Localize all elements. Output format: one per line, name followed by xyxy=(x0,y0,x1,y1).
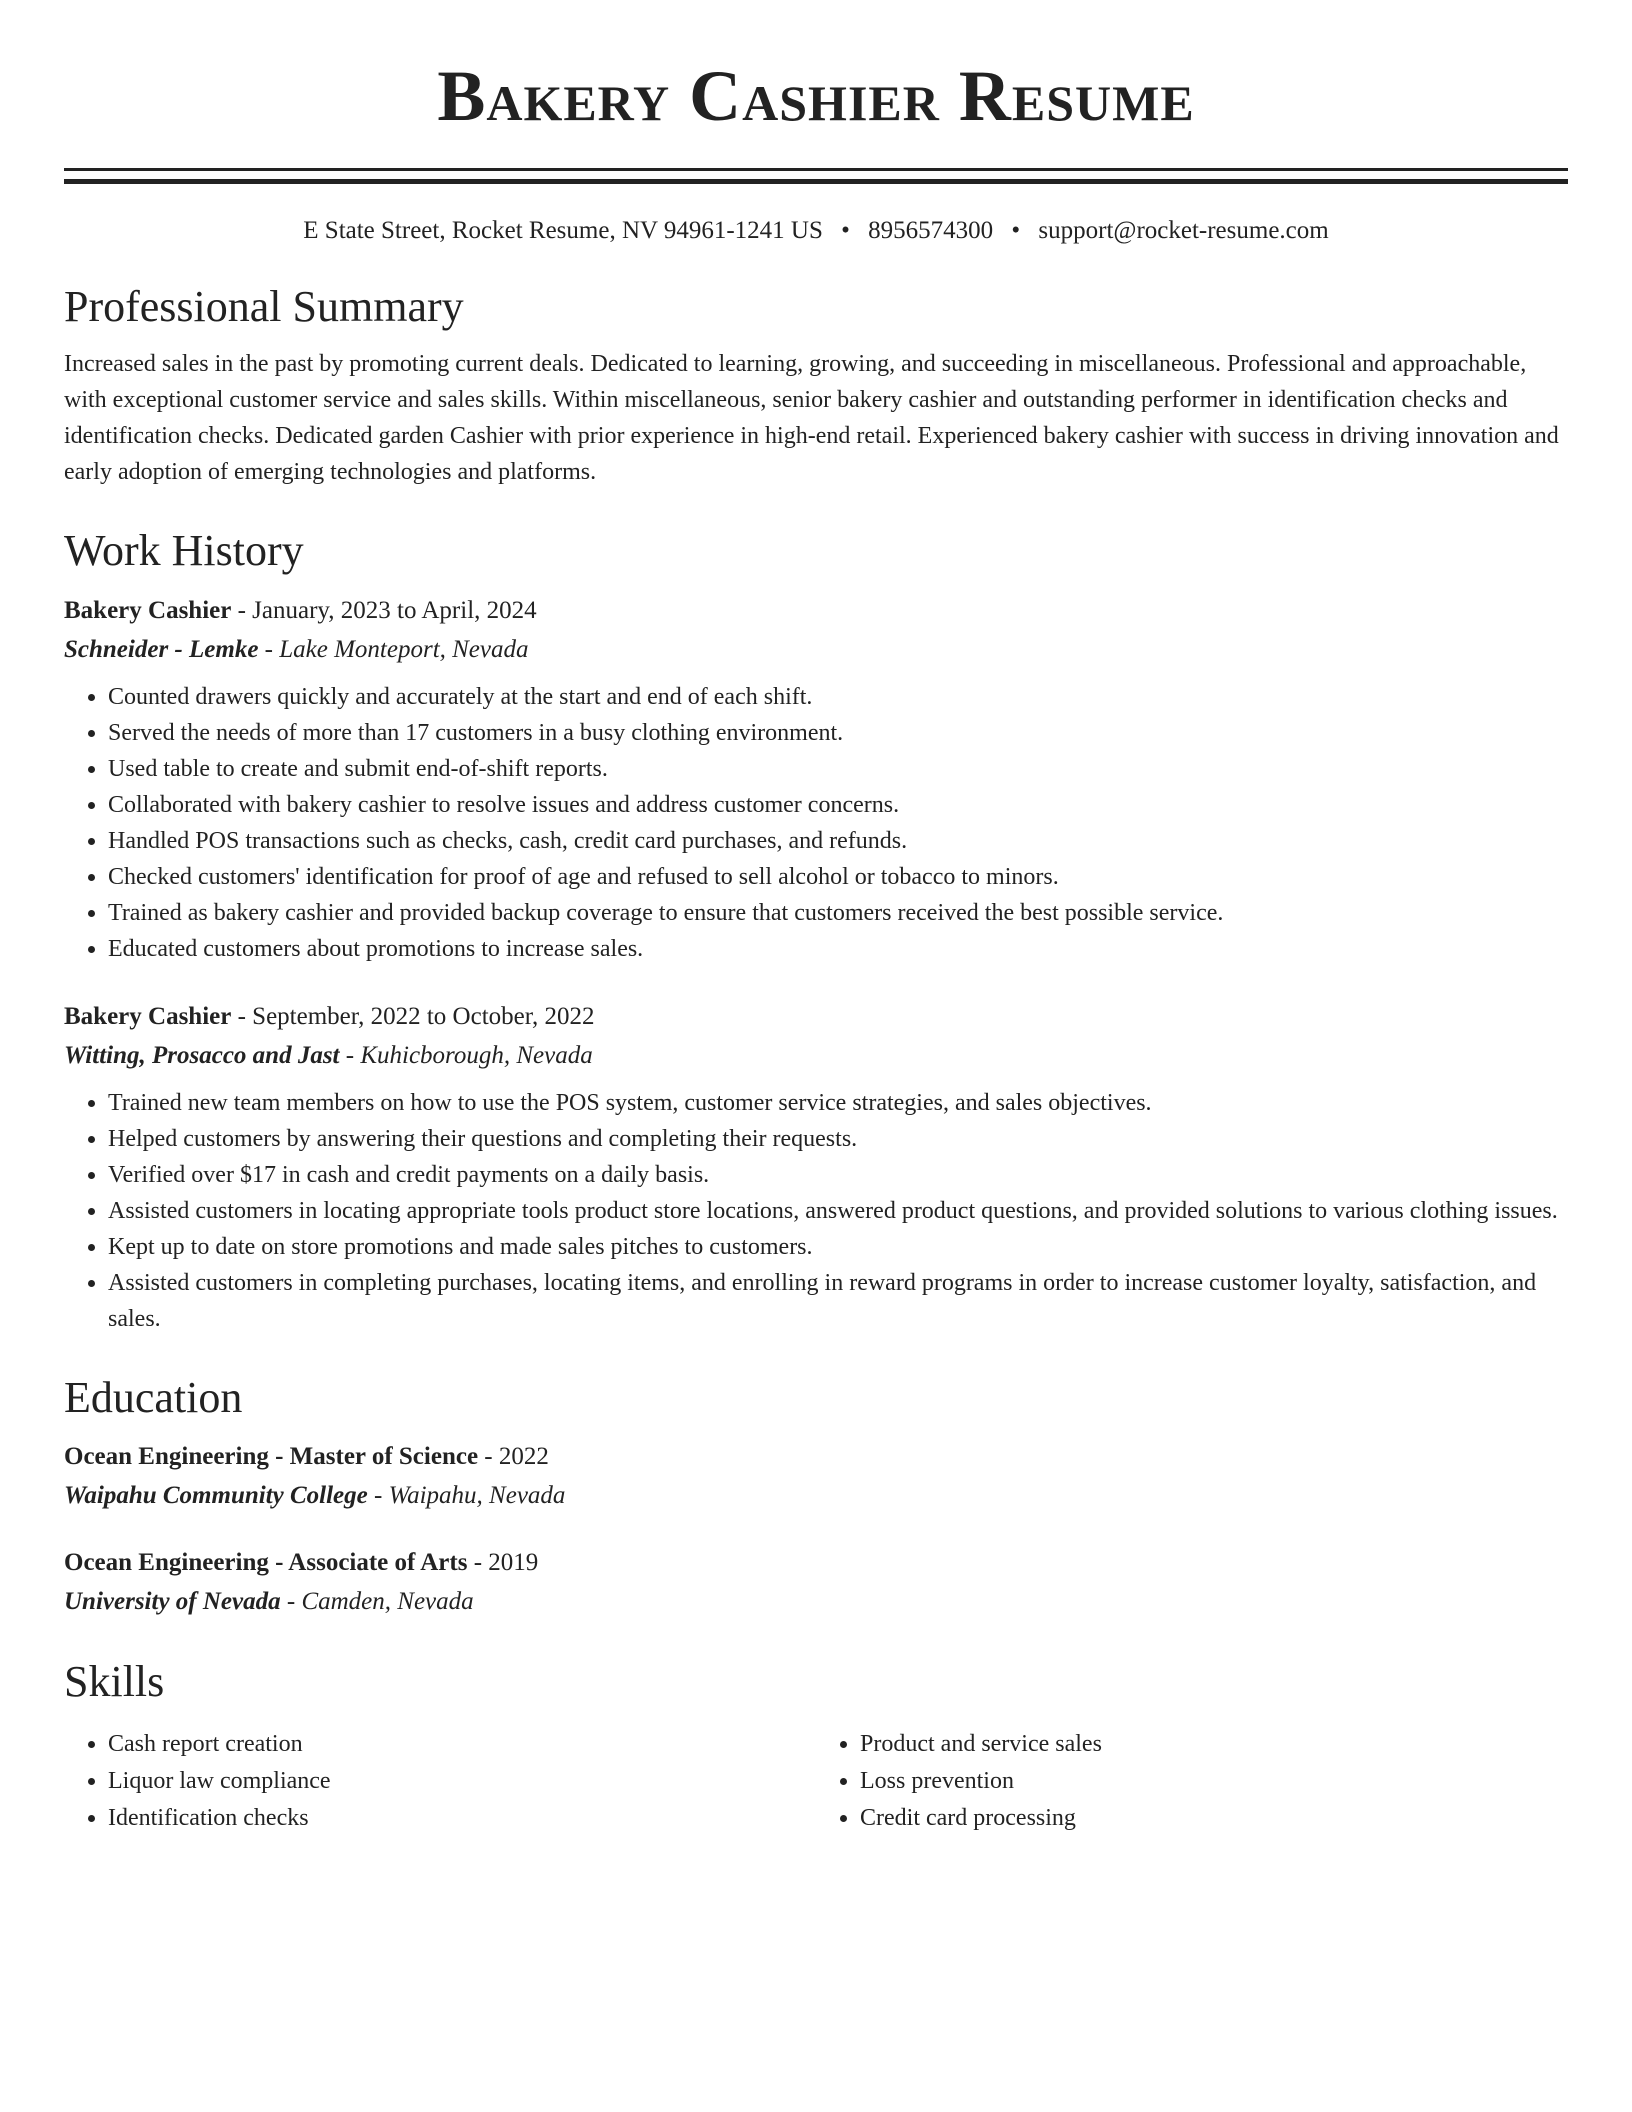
job-company-line xyxy=(64,1036,1568,1075)
skills-list-left xyxy=(64,1726,816,1837)
job-duties-list xyxy=(64,679,1568,967)
job-duty: • Collaborated with bakery cashier to resolve issues and address customer concerns. xyxy=(108,787,1568,823)
job-duty: • Handled POS transactions such as checks, cash, credit card purchases, and refunds. xyxy=(108,823,1568,859)
job-duty: • Educated customers about promotions to increase sales. xyxy=(108,931,1568,967)
contact-phone: 8956574300 xyxy=(868,216,994,244)
job-duty: • Trained new team members on how to use the POS system, customer service strategies, and sales objectives. xyxy=(108,1085,1568,1121)
job-location: - Lake Monteport, Nevada xyxy=(258,635,529,663)
contact-email: support@rocket-resume.com xyxy=(1038,216,1329,244)
job-entry xyxy=(64,591,1568,967)
education-entry xyxy=(64,1543,1568,1621)
degree-year: - 2022 xyxy=(478,1443,549,1471)
job-duty: • Used table to create and submit end-of-shift reports. xyxy=(108,751,1568,787)
skill-item: • Identification checks xyxy=(108,1800,816,1837)
job-duty: • Assisted customers in completing purchases, locating items, and enrolling in reward programs in order to increase customer loyalty, satisfaction, and sales. xyxy=(108,1265,1568,1337)
job-duty: • Counted drawers quickly and accurately at the start and end of each shift. xyxy=(108,679,1568,715)
job-duty: • Assisted customers in locating appropriate tools product store locations, answered product questions, and provided solutions to various clothing issues. xyxy=(108,1193,1568,1229)
job-location: - Kuhicborough, Nevada xyxy=(339,1041,593,1069)
degree-line xyxy=(64,1543,1568,1582)
job-company: Witting, Prosacco and Jast xyxy=(64,1041,340,1069)
contact-line xyxy=(64,216,1568,246)
contact-separator: • xyxy=(1011,216,1021,244)
contact-address: E State Street, Rocket Resume, NV 94961-1241 US xyxy=(303,216,823,244)
job-duty: • Served the needs of more than 17 customers in a busy clothing environment. xyxy=(108,715,1568,751)
degree-year: - 2019 xyxy=(467,1549,539,1577)
school-location: - Waipahu, Nevada xyxy=(367,1482,566,1510)
education-entry xyxy=(64,1437,1568,1515)
skills-columns xyxy=(64,1722,1568,1837)
contact-separator: • xyxy=(841,216,850,244)
skill-item: • Liquor law compliance xyxy=(108,1763,816,1800)
skill-item: • Credit card processing xyxy=(860,1800,1568,1837)
job-duty: • Checked customers' identification for proof of age and refused to sell alcohol or tobacco to minors. xyxy=(108,859,1568,895)
job-duty: • Verified over $17 in cash and credit payments on a daily basis. xyxy=(108,1157,1568,1193)
work-history-heading: Work History xyxy=(64,526,304,576)
job-dates: - January, 2023 to April, 2024 xyxy=(231,596,537,624)
summary-text: Increased sales in the past by promoting current deals. Dedicated to learning, growing, and succeeding in miscellaneous. Professional and approachable, with exceptional customer service and sales skills. Within miscellaneous, senior bakery cashier and outstanding performer in identification checks and identification checks. Dedicated garden Cashier with prior experience in high-end retail. Experienced bakery cashier with success in driving innovation and early adoption of emerging technologies and platforms. xyxy=(64,351,1559,486)
job-duty: • Kept up to date on store promotions and made sales pitches to customers. xyxy=(108,1229,1568,1265)
resume-title: Bakery Cashier Resume xyxy=(437,56,1195,136)
skills-heading: Skills xyxy=(64,1657,165,1707)
skill-item: • Cash report creation xyxy=(108,1726,816,1763)
job-title: Bakery Cashier xyxy=(64,1002,232,1030)
summary-heading: Professional Summary xyxy=(64,281,464,331)
job-entry xyxy=(64,997,1568,1337)
job-duties-list xyxy=(64,1085,1568,1337)
school-name: University of Nevada xyxy=(64,1588,281,1616)
school-line xyxy=(64,1582,1568,1621)
school-location: - Camden, Nevada xyxy=(280,1588,474,1616)
skill-item: • Loss prevention xyxy=(860,1763,1568,1800)
job-title: Bakery Cashier xyxy=(64,596,232,624)
degree-line xyxy=(64,1437,1568,1476)
job-title-line xyxy=(64,997,1568,1036)
title-divider xyxy=(64,168,1568,184)
skill-item: • Product and service sales xyxy=(860,1726,1568,1763)
school-line xyxy=(64,1476,1568,1515)
job-duty: • Trained as bakery cashier and provided backup coverage to ensure that customers received the best possible service. xyxy=(108,895,1568,931)
skills-list-right xyxy=(816,1726,1568,1837)
degree-name: Ocean Engineering - Master of Science xyxy=(64,1443,479,1471)
job-duty: • Helped customers by answering their questions and completing their requests. xyxy=(108,1121,1568,1157)
job-company-line xyxy=(64,630,1568,669)
job-company: Schneider - Lemke xyxy=(64,635,259,663)
job-title-line xyxy=(64,591,1568,630)
degree-name: Ocean Engineering - Associate of Arts xyxy=(64,1549,468,1577)
job-dates: - September, 2022 to October, 2022 xyxy=(231,1002,595,1030)
school-name: Waipahu Community College xyxy=(64,1482,368,1510)
education-heading: Education xyxy=(64,1372,243,1422)
